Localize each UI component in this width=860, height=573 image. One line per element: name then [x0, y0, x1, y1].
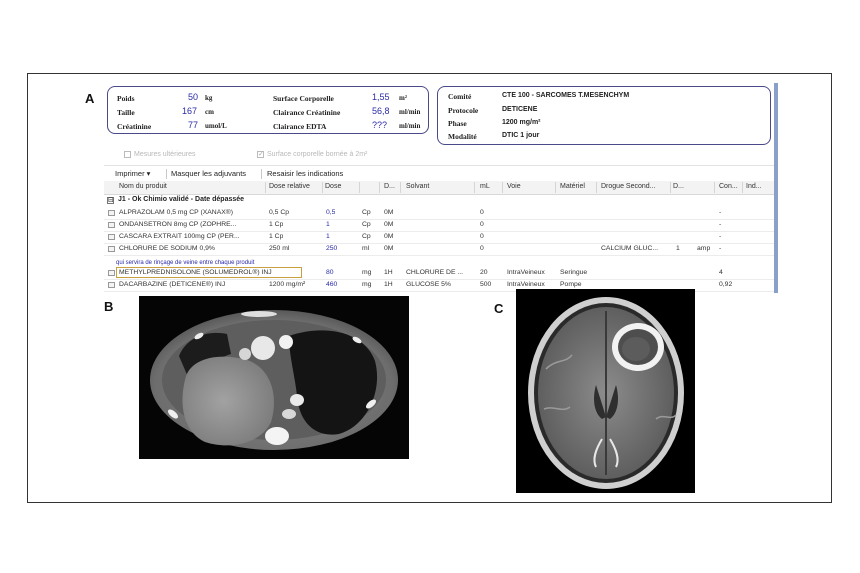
- creatinine-label: Créatinine: [117, 122, 152, 131]
- cell-con: -: [719, 233, 722, 240]
- separator: [104, 165, 778, 166]
- protocole-label: Protocole: [448, 106, 479, 115]
- cell-product: CHLORURE DE SODIUM 0,9%: [119, 245, 215, 252]
- row-document-icon: [108, 210, 115, 216]
- cell-product: METHYLPREDNISOLONE (SOLUMEDROL®) INJ: [119, 269, 272, 276]
- cell-ml: 20: [480, 269, 488, 276]
- cell-dose: 80: [326, 269, 334, 276]
- height-label: Taille: [117, 108, 135, 117]
- cell-dose-relative: 1 Cp: [269, 221, 284, 228]
- modalite-label: Modalité: [448, 132, 477, 141]
- rinse-note: qui servira de rinçage de veine entre chaque produit: [116, 260, 255, 266]
- col-solvent[interactable]: Solvant: [406, 183, 430, 190]
- col-divider: [400, 182, 401, 193]
- col-divider: [714, 182, 715, 193]
- cell-solvent: CHLORURE DE ...: [406, 269, 464, 276]
- cell-duration: 1H: [384, 269, 393, 276]
- row-document-icon: [108, 246, 115, 252]
- creatinine-value: 77: [188, 120, 199, 130]
- cell-unit: Cp: [362, 209, 371, 216]
- edta-clearance-unit: ml/min: [399, 122, 421, 130]
- cell-product: DACARBAZINE (DETICENE®) INJ: [119, 281, 226, 288]
- row-document-icon: [108, 282, 115, 288]
- surface-label: Surface corporelle bornée à 2m²: [267, 151, 368, 158]
- cell-duration: 0M: [384, 221, 394, 228]
- cell-dose: 1: [326, 233, 330, 240]
- brain-mri-drawing: [516, 289, 695, 493]
- col-divider: [670, 182, 671, 193]
- cell-material: Seringue: [560, 269, 588, 276]
- cell-product: CASCARA EXTRAIT 100mg CP (PER...: [119, 233, 240, 240]
- table-row[interactable]: [104, 244, 778, 256]
- panel-label-b: B: [104, 299, 114, 314]
- col-dose[interactable]: Dose: [325, 183, 342, 190]
- reenter-indications-button[interactable]: Resaisir les indications: [267, 169, 344, 178]
- ct-chest-drawing: [139, 296, 409, 459]
- cell-con: -: [719, 221, 722, 228]
- col-divider: [322, 182, 323, 193]
- col-d2[interactable]: D...: [673, 183, 684, 190]
- col-divider: [359, 182, 360, 193]
- cell-dose-relative: 1 Cp: [269, 233, 284, 240]
- col-con[interactable]: Con...: [719, 183, 738, 190]
- patient-box: [107, 86, 429, 134]
- cell-ml: 500: [480, 281, 492, 288]
- weight-unit: kg: [205, 94, 213, 102]
- panel-label-a: A: [85, 91, 95, 106]
- comite-value: CTE 100 - SARCOMES T.MESENCHYM: [502, 92, 630, 99]
- col-product[interactable]: Nom du produit: [119, 183, 167, 190]
- cell-unit: Cp: [362, 221, 371, 228]
- col-ml[interactable]: mL: [480, 183, 490, 190]
- cell-route: IntraVeineux: [507, 281, 545, 288]
- creatinine-unit: umol/L: [205, 122, 227, 130]
- print-button[interactable]: Imprimer ▾: [115, 169, 151, 178]
- col-second-drug[interactable]: Drogue Second...: [601, 183, 656, 190]
- cell-duration: 0M: [384, 209, 394, 216]
- row-document-icon: [108, 270, 115, 276]
- cell-duration: 0M: [384, 233, 394, 240]
- col-ind[interactable]: Ind...: [746, 183, 762, 190]
- cell-dose-relative: 250 ml: [269, 245, 290, 252]
- col-divider: [379, 182, 380, 193]
- edta-clearance-label: Clairance EDTA: [273, 122, 327, 131]
- row-document-icon: [108, 222, 115, 228]
- cell-dose: 0,5: [326, 209, 336, 216]
- cell-ml: 0: [480, 245, 484, 252]
- cell-dose: 1: [326, 221, 330, 228]
- toolbar-separator: [261, 169, 262, 179]
- cell-con: 4: [719, 269, 723, 276]
- cell-solvent: GLUCOSE 5%: [406, 281, 451, 288]
- height-value: 167: [182, 106, 198, 116]
- cell-route: IntraVeineux: [507, 269, 545, 276]
- cell-unit: Cp: [362, 233, 371, 240]
- vertical-scrollbar[interactable]: [774, 83, 778, 293]
- phase-value: 1200 mg/m²: [502, 119, 541, 126]
- table-row[interactable]: [104, 220, 778, 232]
- cell-unit: mg: [362, 281, 372, 288]
- mesures-checkbox[interactable]: [124, 151, 195, 158]
- col-divider: [474, 182, 475, 193]
- cell-product: ONDANSETRON 8mg CP (ZOPHRE...: [119, 221, 237, 228]
- cell-second-drug: CALCIUM GLUC...: [601, 245, 659, 252]
- edta-clearance-value: ???: [372, 120, 388, 130]
- cell-dose: 250: [326, 245, 338, 252]
- bsa-value: 1,55: [372, 92, 390, 102]
- cell-d2-unit: amp: [697, 245, 711, 252]
- cell-dose: 460: [326, 281, 338, 288]
- cell-d2: 1: [676, 245, 680, 252]
- surface-checkbox[interactable]: [257, 151, 367, 158]
- toolbar-separator: [166, 169, 167, 179]
- grid-header: [104, 181, 778, 195]
- protocole-value: DETICENE: [502, 106, 538, 113]
- cell-con: -: [719, 245, 722, 252]
- cell-unit: ml: [362, 245, 370, 252]
- cell-unit: mg: [362, 269, 372, 276]
- table-row-highlighted[interactable]: [104, 268, 778, 280]
- col-divider: [596, 182, 597, 193]
- table-row[interactable]: [104, 208, 778, 220]
- hide-adjuvants-button[interactable]: Masquer les adjuvants: [171, 169, 247, 178]
- comite-label: Comité: [448, 92, 472, 101]
- panel-label-c: C: [494, 301, 504, 316]
- prescription-app: [104, 81, 778, 292]
- col-divider: [742, 182, 743, 193]
- table-row[interactable]: [104, 232, 778, 244]
- col-dose-relative[interactable]: Dose relative: [269, 183, 310, 190]
- creatinine-clearance-value: 56,8: [372, 106, 390, 116]
- cell-con: 0,92: [719, 281, 733, 288]
- col-divider: [265, 182, 266, 193]
- height-unit: cm: [205, 108, 214, 116]
- bsa-unit: m²: [399, 94, 407, 102]
- cell-product: ALPRAZOLAM 0,5 mg CP (XANAX®): [119, 209, 234, 216]
- checkbox-unchecked-icon: [124, 151, 131, 158]
- day-group-label: J1 - Ok Chimio validé - Date dépassée: [118, 196, 245, 203]
- mesures-label: Mesures ultérieures: [134, 151, 196, 158]
- cell-duration: 0M: [384, 245, 394, 252]
- cell-ml: 0: [480, 209, 484, 216]
- creatinine-clearance-unit: ml/min: [399, 108, 421, 116]
- cell-dose-relative: 1200 mg/m²: [269, 281, 306, 288]
- weight-value: 50: [188, 92, 199, 102]
- row-document-icon: [108, 234, 115, 240]
- day-group-row[interactable]: [104, 195, 778, 207]
- cell-ml: 0: [480, 221, 484, 228]
- col-route[interactable]: Voie: [507, 183, 521, 190]
- col-duration[interactable]: D...: [384, 183, 395, 190]
- col-divider: [555, 182, 556, 193]
- protocol-box: [437, 86, 771, 145]
- phase-label: Phase: [448, 119, 467, 128]
- creatinine-clearance-label: Clairance Créatinine: [273, 108, 341, 117]
- brain-mri-image: [516, 289, 695, 493]
- weight-label: Poids: [117, 94, 135, 103]
- bsa-label: Surface Corporelle: [273, 94, 334, 103]
- cell-duration: 1H: [384, 281, 393, 288]
- ct-chest-image: [139, 296, 409, 459]
- cell-material: Pompe: [560, 281, 582, 288]
- cell-dose-relative: 0,5 Cp: [269, 209, 290, 216]
- cell-ml: 0: [480, 233, 484, 240]
- col-material[interactable]: Matériel: [560, 183, 585, 190]
- cell-con: -: [719, 209, 722, 216]
- col-divider: [502, 182, 503, 193]
- checkbox-checked-icon: ✓: [258, 151, 264, 158]
- modalite-value: DTIC 1 jour: [502, 132, 540, 139]
- collapse-icon[interactable]: ⊟: [108, 197, 114, 204]
